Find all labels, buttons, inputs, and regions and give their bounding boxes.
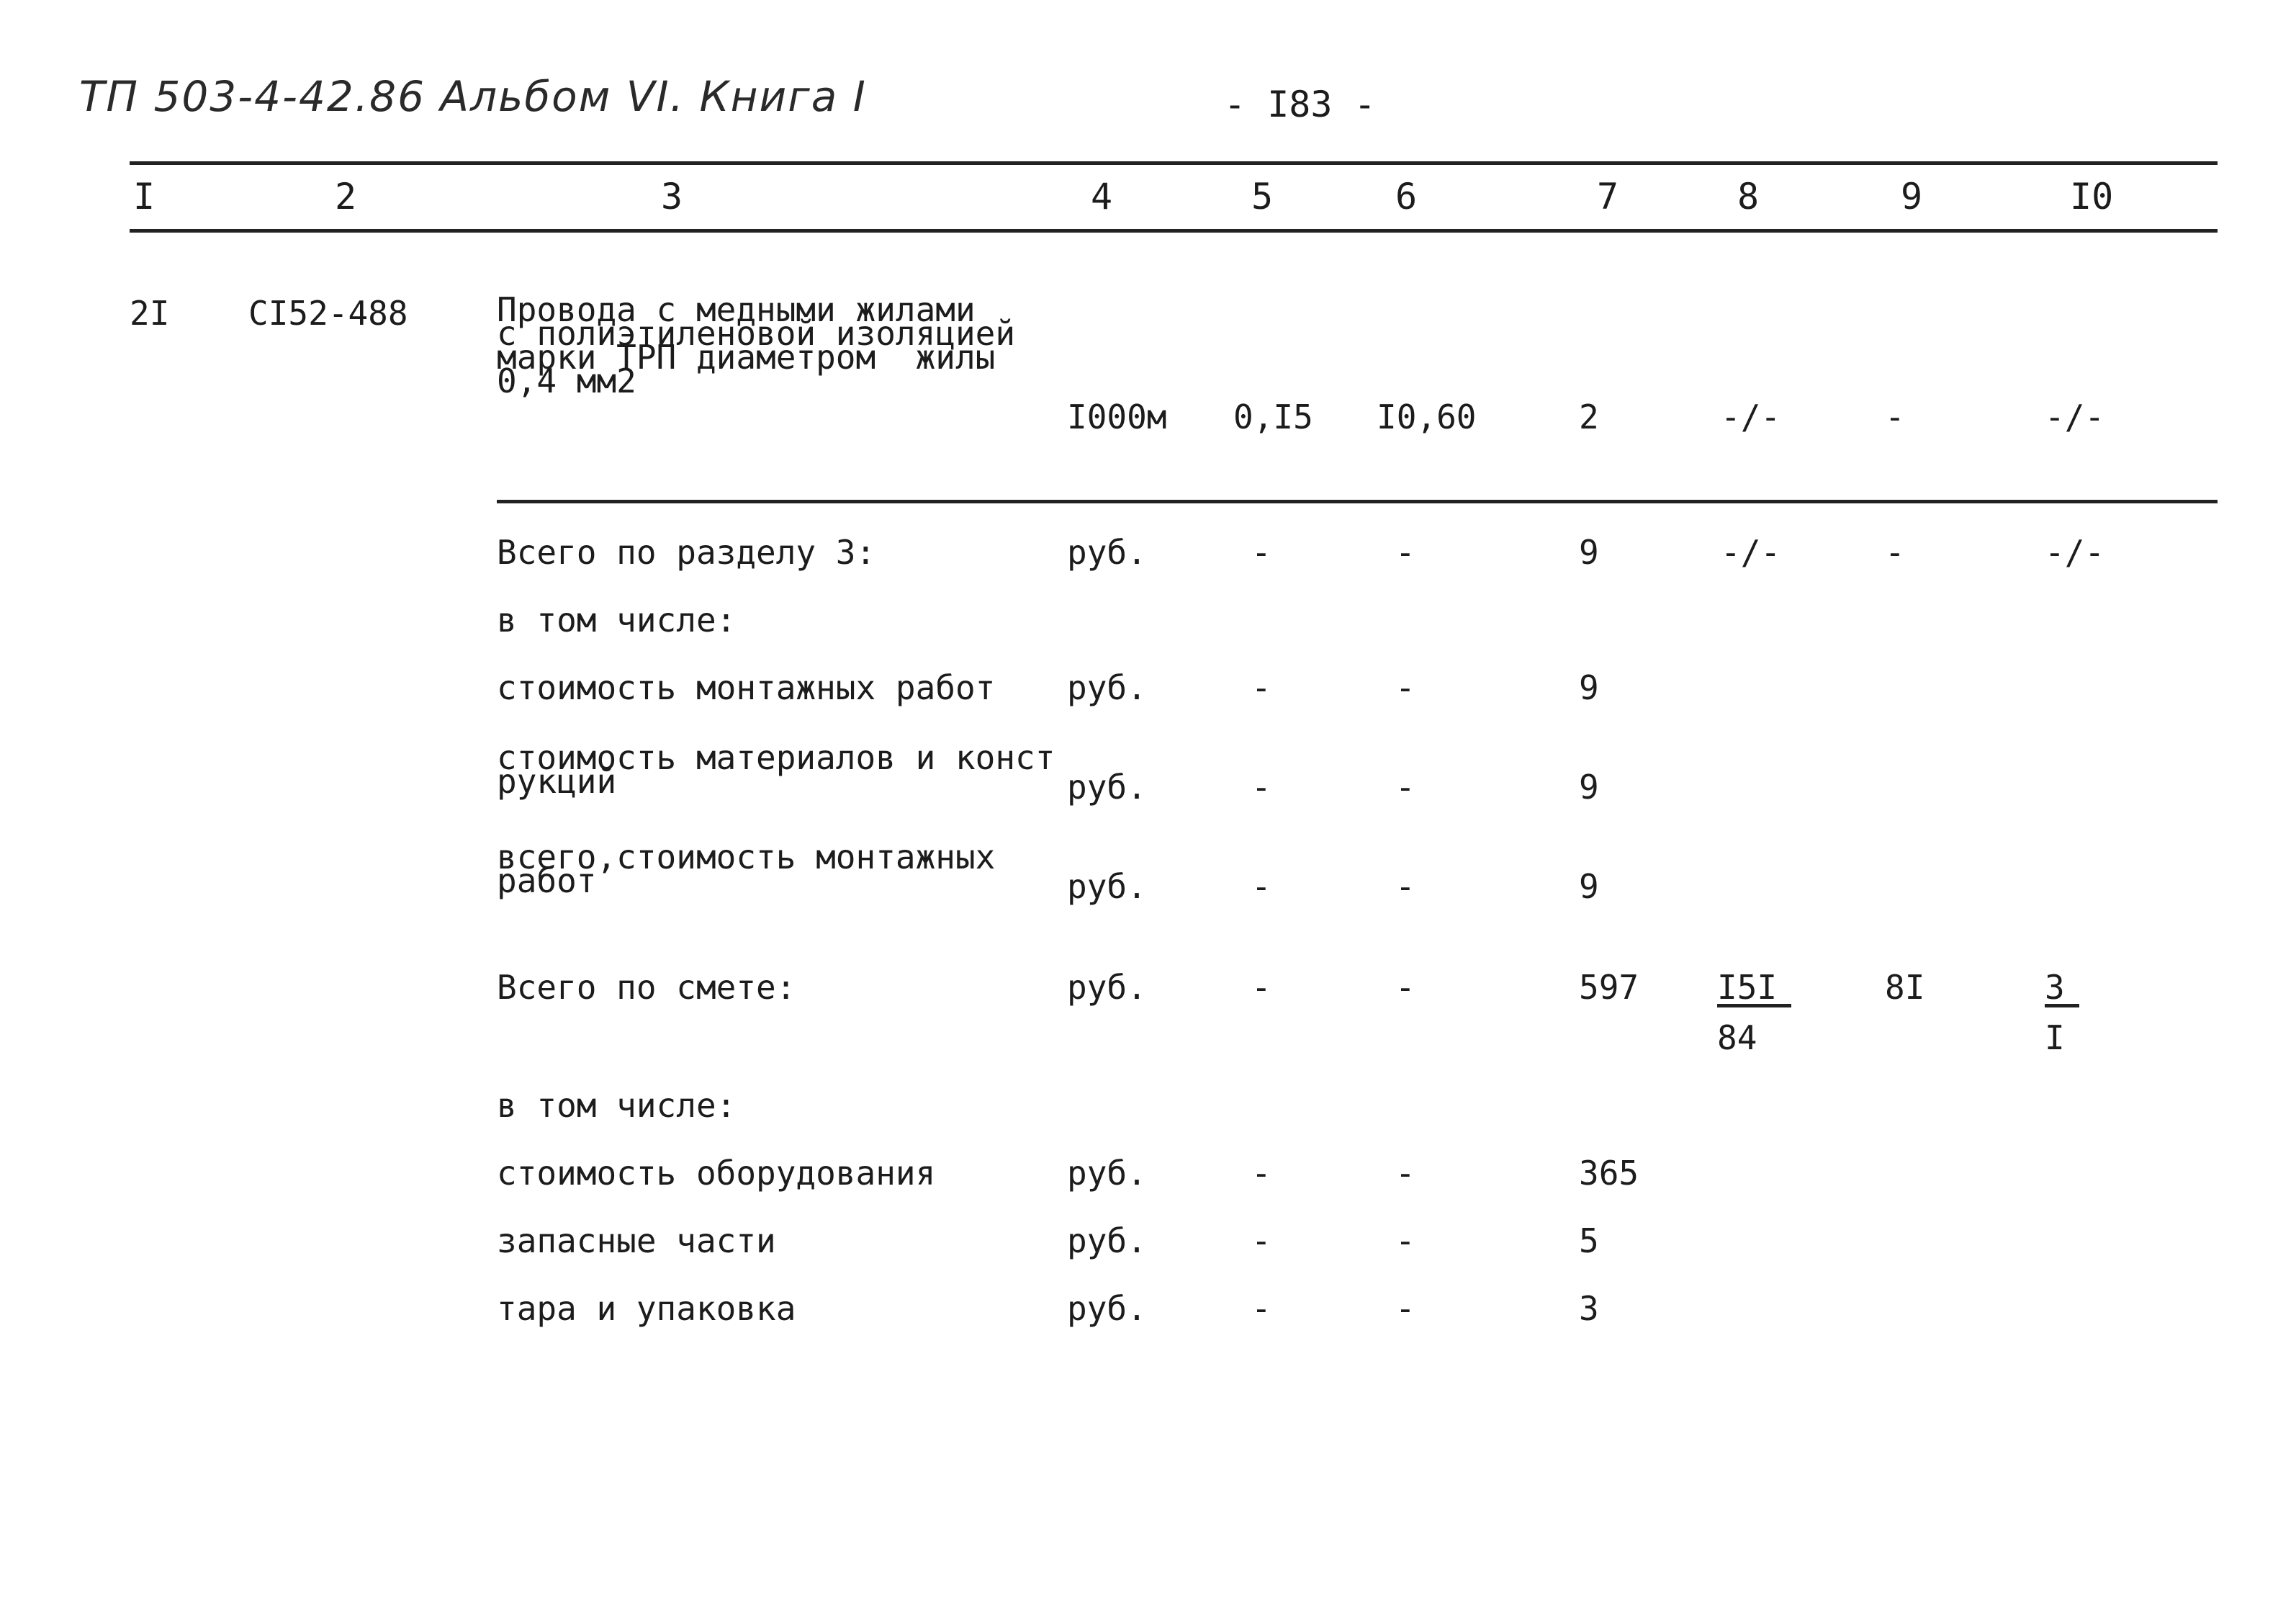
column-header: 8 xyxy=(1737,176,1760,217)
row-total: 9 xyxy=(1579,668,1599,707)
item-unit: I000м xyxy=(1067,398,1167,436)
row-label: тара и упаковка xyxy=(497,1289,796,1328)
column-header: I xyxy=(133,176,156,217)
estimate-total-col9: 8I xyxy=(1885,968,1925,1007)
item-col10: -/- xyxy=(2045,398,2105,436)
including-label: в том числе: xyxy=(497,1086,737,1125)
estimate-total-value: 597 xyxy=(1579,968,1639,1007)
column-header: I0 xyxy=(2070,176,2114,217)
section-total-col5: - xyxy=(1251,533,1271,572)
row-total: 5 xyxy=(1579,1221,1599,1260)
estimate-total-label: Всего по смете: xyxy=(497,968,796,1007)
row-col6: - xyxy=(1395,1154,1415,1193)
column-header: 6 xyxy=(1395,176,1418,217)
row-label: всего,стоимость монтажных работ xyxy=(497,838,996,900)
row-total: 365 xyxy=(1579,1154,1639,1193)
row-unit: руб. xyxy=(1067,1289,1147,1328)
item-number: 2I xyxy=(130,294,170,333)
estimate-total-col8-numerator xyxy=(1717,968,1791,1007)
row-unit: руб. xyxy=(1067,768,1147,807)
row-total: 9 xyxy=(1579,768,1599,807)
column-header: 9 xyxy=(1901,176,1923,217)
estimate-total-unit: руб. xyxy=(1067,968,1147,1007)
row-col6: - xyxy=(1395,1289,1415,1328)
column-header: 4 xyxy=(1091,176,1113,217)
column-header: 5 xyxy=(1251,176,1274,217)
section-total-col8: -/- xyxy=(1721,533,1781,572)
row-col6: - xyxy=(1395,1221,1415,1260)
row-total: 9 xyxy=(1579,867,1599,906)
section-total-col10: -/- xyxy=(2045,533,2105,572)
fraction-numerator: 3 xyxy=(2045,971,2079,1007)
page-number: - I83 - xyxy=(1224,84,1376,125)
row-col5: - xyxy=(1251,1289,1271,1328)
header-rule xyxy=(130,229,2218,233)
including-label: в том числе: xyxy=(497,601,737,639)
column-header: 3 xyxy=(661,176,683,217)
item-price: I0,60 xyxy=(1377,398,1477,436)
column-header: 7 xyxy=(1597,176,1619,217)
document-code-handwritten: ТП 503-4-42.86 Альбом VI. Книга I xyxy=(79,72,867,121)
row-col5: - xyxy=(1251,668,1271,707)
row-label: стоимость материалов и конст рукций xyxy=(497,738,1055,801)
estimate-total-col5: - xyxy=(1251,968,1271,1007)
row-total: 3 xyxy=(1579,1289,1599,1328)
section-total-value: 9 xyxy=(1579,533,1599,572)
row-label: стоимость монтажных работ xyxy=(497,668,996,707)
estimate-total-col10-denominator: I xyxy=(2045,1018,2065,1057)
row-unit: руб. xyxy=(1067,1221,1147,1260)
section-rule xyxy=(497,500,2218,503)
item-qty: 0,I5 xyxy=(1233,398,1313,436)
section-total-unit: руб. xyxy=(1067,533,1147,572)
column-header: 2 xyxy=(335,176,357,217)
row-col6: - xyxy=(1395,768,1415,807)
row-col5: - xyxy=(1251,867,1271,906)
row-unit: руб. xyxy=(1067,668,1147,707)
row-col5: - xyxy=(1251,1221,1271,1260)
item-col8: -/- xyxy=(1721,398,1781,436)
section-total-col6: - xyxy=(1395,533,1415,572)
item-code: СI52-488 xyxy=(248,294,408,333)
row-label: запасные части xyxy=(497,1221,776,1260)
row-col6: - xyxy=(1395,867,1415,906)
row-col5: - xyxy=(1251,1154,1271,1193)
top-rule xyxy=(130,161,2218,165)
fraction-numerator: I5I xyxy=(1717,971,1791,1007)
row-unit: руб. xyxy=(1067,867,1147,906)
row-label: стоимость оборудования xyxy=(497,1154,936,1193)
item-total: 2 xyxy=(1579,398,1599,436)
estimate-total-col8-denominator: 84 xyxy=(1717,1018,1757,1057)
estimate-total-col6: - xyxy=(1395,968,1415,1007)
estimate-total-col10-numerator xyxy=(2045,968,2079,1007)
row-unit: руб. xyxy=(1067,1154,1147,1193)
item-col9: - xyxy=(1885,398,1905,436)
section-total-label: Всего по разделу 3: xyxy=(497,533,876,572)
item-name: Провода с медными жилами с полиэтиленовой изоляцией марки ТРП диаметром жилы 0,4 мм2 xyxy=(497,290,1016,400)
row-col6: - xyxy=(1395,668,1415,707)
row-col5: - xyxy=(1251,768,1271,807)
section-total-col9: - xyxy=(1885,533,1905,572)
